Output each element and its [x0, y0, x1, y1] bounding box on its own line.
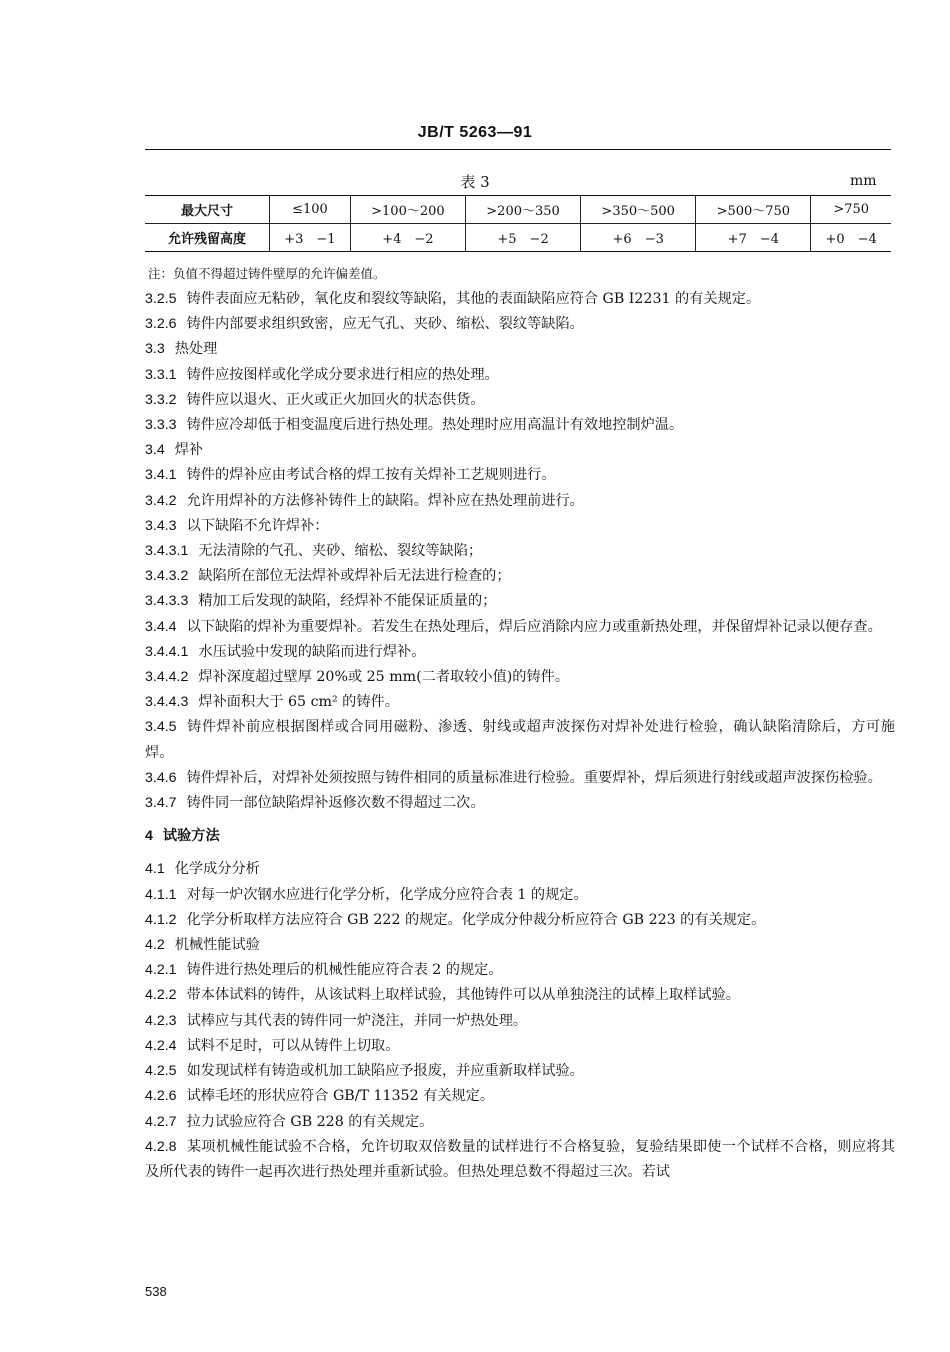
clause-4-1-2	[145, 908, 895, 933]
clause-number: 4.2.4	[145, 1037, 177, 1054]
clause-number: 3.3.2	[145, 391, 177, 408]
clause-text: 焊补面积大于 65 cm² 的铸件。	[198, 694, 399, 711]
clause-text: 机械性能试验	[174, 937, 260, 954]
clause-3-4-3	[145, 514, 895, 539]
clause-3-4-6	[145, 766, 895, 791]
clause-4-2-2	[145, 983, 895, 1008]
clause-number: 4.1.2	[145, 911, 177, 928]
clause-text: 试棒毛坯的形状应符合 GB/T 11352 有关规定。	[186, 1088, 495, 1105]
clause-number: 4.1	[145, 861, 165, 878]
clause-3-4-7	[145, 791, 895, 816]
clause-number: 4.2.8	[145, 1138, 177, 1155]
clause-number: 4.2.3	[145, 1012, 177, 1029]
clause-3-4	[145, 438, 895, 463]
clause-number: 3.4.1	[145, 467, 177, 484]
table-row-allowed-height	[145, 224, 891, 252]
clause-3-4-4	[145, 615, 895, 640]
table-caption: 表 3	[460, 173, 490, 191]
clause-number: 3.4	[145, 442, 165, 459]
clause-number: 4.2	[145, 937, 165, 954]
clause-text: 铸件的焊补应由考试合格的焊工按有关焊补工艺规则进行。	[186, 467, 556, 484]
clause-3-3-2	[145, 388, 895, 413]
clause-text: 试料不足时，可以从铸件上切取。	[186, 1037, 400, 1054]
clause-text: 焊补	[174, 442, 204, 459]
section-number: 4	[145, 828, 153, 845]
clause-number: 4.1.1	[145, 886, 177, 903]
height-cell: +4 −2	[350, 224, 465, 252]
clause-text: 以下缺陷不允许焊补：	[186, 517, 329, 534]
clause-number: 4.2.6	[145, 1088, 177, 1105]
page-number: 538	[145, 1284, 167, 1299]
size-cell: >750	[811, 196, 891, 224]
clause-text: 如发现试样有铸造或机加工缺陷应予报废，并应重新取样试验。	[186, 1063, 584, 1080]
clause-3-3-3	[145, 413, 895, 438]
clause-number: 3.4.3.3	[145, 593, 189, 610]
clause-3-3-1	[145, 363, 895, 388]
clause-number: 3.4.2	[145, 492, 177, 509]
clause-number: 3.4.4.3	[145, 694, 189, 711]
clause-text: 热处理	[174, 341, 218, 358]
clause-text: 水压试验中发现的缺陷而进行焊补。	[198, 643, 426, 660]
clause-text: 铸件应以退火、正火或正火加回火的状态供货。	[186, 391, 485, 408]
height-cell: +7 −4	[696, 224, 811, 252]
clause-number: 3.3	[145, 341, 165, 358]
clause-4-2-7	[145, 1110, 895, 1135]
clause-number: 3.2.5	[145, 291, 177, 307]
clause-4-2	[145, 933, 895, 958]
height-cell: +6 −3	[581, 224, 696, 252]
clause-4-2-3	[145, 1009, 895, 1034]
size-cell: >100～200	[350, 196, 465, 224]
clause-number: 4.2.7	[145, 1113, 177, 1130]
clause-3-3	[145, 337, 895, 362]
clause-text: 铸件应冷却低于相变温度后进行热处理。热处理时应用高温计有效地控制炉温。	[186, 417, 684, 434]
size-cell: >200～350	[465, 196, 580, 224]
clause-number: 4.2.2	[145, 987, 177, 1004]
size-cell: >500～750	[696, 196, 811, 224]
height-cell: +3 −1	[270, 224, 351, 252]
table-unit: mm	[850, 173, 877, 189]
clause-3-4-3-2	[145, 564, 895, 589]
clause-4-2-6	[145, 1084, 895, 1109]
clause-number: 3.4.5	[145, 719, 177, 736]
header-rule	[145, 149, 891, 150]
clause-4-2-4	[145, 1034, 895, 1059]
clause-4-2-8	[145, 1135, 895, 1185]
clause-3-4-4-3	[145, 690, 895, 715]
clause-number: 4.2.5	[145, 1063, 177, 1080]
table-row-max-size	[145, 196, 891, 224]
clause-4-2-5	[145, 1059, 895, 1084]
clause-3-4-4-2	[145, 665, 895, 690]
clause-4-2-1	[145, 958, 895, 983]
clause-text: 拉力试验应符合 GB 228 的有关规定。	[186, 1113, 434, 1130]
clause-number: 3.2.6	[145, 316, 177, 333]
section-title-text: 试验方法	[162, 828, 220, 845]
clause-number: 3.4.6	[145, 769, 177, 786]
clause-3-4-4-1	[145, 640, 895, 665]
clause-text: 焊补深度超过壁厚 20%或 25 mm(二者取较小值)的铸件。	[198, 669, 570, 686]
clause-number: 3.3.1	[145, 366, 177, 383]
clause-number: 3.4.3.2	[145, 568, 189, 585]
clause-number: 3.4.7	[145, 795, 177, 812]
row-header-allowed-height: 允许残留高度	[145, 224, 270, 252]
size-cell: >350～500	[581, 196, 696, 224]
clause-text: 精加工后发现的缺陷，经焊补不能保证质量的；	[198, 593, 497, 610]
clause-text: 化学分析取样方法应符合 GB 222 的规定。化学成分仲裁分析应符合 GB 223 的有关规定。	[186, 911, 766, 928]
clause-3-4-3-3	[145, 589, 895, 614]
clause-number: 3.4.4	[145, 618, 177, 635]
clause-text: 铸件表面应无粘砂，氧化皮和裂纹等缺陷，其他的表面缺陷应符合 GB I2231 的有关规定。	[186, 291, 761, 307]
clause-text: 以下缺陷的焊补为重要焊补。若发生在热处理后，焊后应消除内应力或重新热处理，并保留焊补记录以便存查。	[186, 618, 882, 635]
table-3	[145, 195, 891, 252]
clause-4-1	[145, 857, 895, 882]
clause-text: 允许用焊补的方法修补铸件上的缺陷。焊补应在热处理前进行。	[186, 492, 584, 509]
clause-3-4-5	[145, 715, 895, 765]
height-cell: +0 −4	[811, 224, 891, 252]
clause-text: 化学成分分析	[174, 861, 260, 878]
clause-text: 某项机械性能试验不合格，允许切取双倍数量的试样进行不合格复验，复验结果即使一个试样不合格，则应将其及所代表的铸件一起再次进行热处理并重新试验。但热处理总数不得超过三次。若试	[145, 1138, 895, 1180]
section-4-title	[145, 824, 895, 849]
table-note: 注：负值不得超过铸件壁厚的允许偏差值。	[148, 266, 386, 281]
clause-number: 4.2.1	[145, 962, 177, 979]
clause-text: 铸件焊补后，对焊补处须按照与铸件相同的质量标准进行检验。重要焊补，焊后须进行射线或超声波探伤检验。	[186, 769, 882, 786]
clause-text: 铸件同一部位缺陷焊补返修次数不得超过二次。	[186, 795, 485, 812]
clause-number: 3.4.3	[145, 517, 177, 534]
clause-text: 缺陷所在部位无法焊补或焊补后无法进行检查的；	[198, 568, 511, 585]
size-cell: ≤100	[270, 196, 351, 224]
document-code-header: JB/T 5263—91	[417, 124, 533, 141]
clause-number: 3.3.3	[145, 417, 177, 434]
clause-text: 铸件内部要求组织致密，应无气孔、夹砂、缩松、裂纹等缺陷。	[186, 316, 584, 333]
clause-4-1-1	[145, 883, 895, 908]
clause-number: 3.4.3.1	[145, 543, 189, 560]
clause-text: 铸件进行热处理后的机械性能应符合表 2 的规定。	[186, 962, 503, 979]
clause-text: 无法清除的气孔、夹砂、缩松、裂纹等缺陷；	[198, 543, 483, 560]
clause-text: 对每一炉次钢水应进行化学分析，化学成分应符合表 1 的规定。	[186, 886, 588, 903]
clause-number: 3.4.4.2	[145, 669, 189, 686]
clause-text: 铸件应按图样或化学成分要求进行相应的热处理。	[186, 366, 499, 383]
clause-text: 试棒应与其代表的铸件同一炉浇注，并同一炉热处理。	[186, 1012, 528, 1029]
clause-3-2-6	[145, 312, 895, 337]
row-header-max-size: 最大尺寸	[145, 196, 270, 224]
document-body	[145, 287, 895, 1185]
clause-number: 3.4.4.1	[145, 643, 189, 660]
clause-3-4-2	[145, 489, 895, 514]
clause-text: 铸件焊补前应根据图样或合同用磁粉、渗透、射线或超声波探伤对焊补处进行检验，确认缺陷清除后，方可施焊。	[145, 719, 895, 761]
clause-3-2-5	[145, 287, 895, 312]
clause-3-4-1	[145, 463, 895, 488]
clause-text: 带本体试料的铸件，从该试料上取样试验，其他铸件可以从单独浇注的试棒上取样试验。	[186, 987, 740, 1004]
height-cell: +5 −2	[465, 224, 580, 252]
clause-3-4-3-1	[145, 539, 895, 564]
